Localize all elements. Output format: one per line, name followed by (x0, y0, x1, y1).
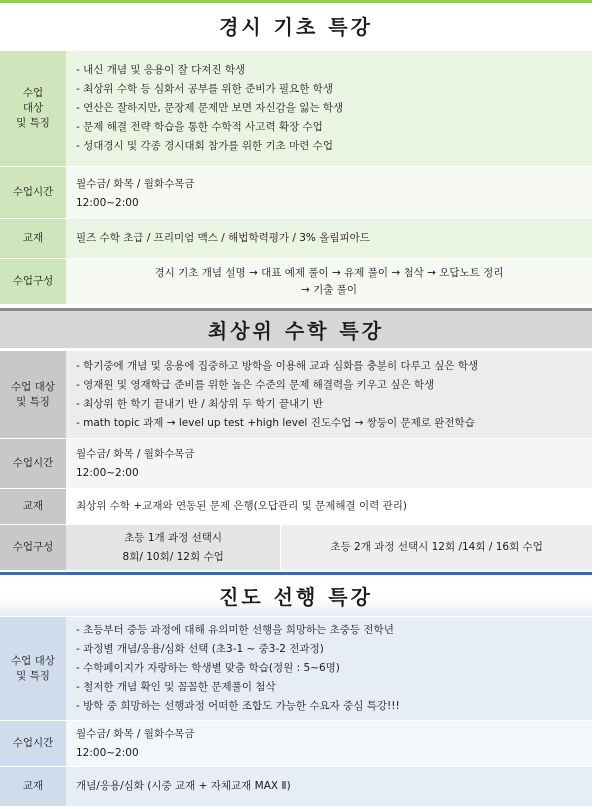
s2-struct-left2: 8회/ 10회/ 12회 수업 (122, 550, 224, 563)
s2-target-label: 수업 대상 및 특징 (0, 351, 66, 438)
s2-time-days: 월수금/ 화목 / 월화수목금 (76, 448, 195, 460)
s1-time-label: 수업시간 (0, 167, 66, 218)
list-item: - 철저한 개념 확인 및 꼼꼼한 문제풀이 첨삭 (76, 681, 276, 693)
s2-book-content: 최상위 수학 +교재와 연동된 문제 은행(오답관리 및 문제해결 이력 관리) (66, 489, 592, 524)
list-item: - 최상위 수학 등 심화서 공부를 위한 준비가 필요한 학생 (76, 83, 333, 95)
s2-struct-option-two: 초등 2개 과정 선택시 12회 /14회 / 16회 수업 (280, 525, 592, 570)
section-title-top-math: 최상위 수학 특강 (0, 308, 592, 348)
s2-time-hours: 12:00~2:00 (76, 467, 139, 479)
s3-time-content (66, 721, 592, 766)
section-title-competition-basics: 경시 기초 특강 (0, 0, 592, 48)
s3-target-content (66, 617, 592, 720)
s2-struct-left1: 초등 1개 과정 선택시 (124, 531, 223, 544)
s1-struct-line1: 경시 기초 개념 설명 → 대표 예제 풀이 → 유제 풀이 → 첨삭 → 오답노트 정리 (154, 266, 504, 279)
s1-book-label: 교재 (0, 219, 66, 258)
s2-time-label: 수업시간 (0, 439, 66, 488)
list-item: - 내신 개념 및 응용이 잘 다져진 학생 (76, 64, 246, 76)
s3-target-list (76, 621, 582, 716)
s3-time-hours: 12:00~2:00 (76, 747, 139, 759)
s3-target-row (0, 616, 592, 720)
s3-book-content: 개념/응용/심화 (시중 교재 + 자체교재 MAX Ⅱ) (66, 767, 592, 806)
s1-target-row (0, 50, 592, 166)
list-item: - 성대경시 및 각종 경시대회 참가를 위한 기초 마련 수업 (76, 140, 333, 152)
list-item: - math topic 과제 → level up test +high level 진도수업 → 쌍둥이 문제로 완전학습 (76, 417, 475, 429)
s2-struct-row (0, 524, 592, 570)
list-item: - 학기중에 개념 및 응용에 집중하고 방학을 이용해 교과 심화를 충분히 다루고 싶은 학생 (76, 360, 479, 372)
s1-time-days: 월수금/ 화목 / 월화수목금 (76, 178, 195, 190)
s1-book-row (0, 218, 592, 258)
s1-target-label: 수업 대상 및 특징 (0, 51, 66, 166)
s2-book-label: 교재 (0, 489, 66, 524)
s2-struct-split (66, 525, 592, 570)
s1-time-hours: 12:00~2:00 (76, 197, 139, 209)
list-item: - 문제 해결 전략 학습을 통한 수학적 사고력 확장 수업 (76, 121, 323, 133)
list-item: - 최상위 한 학기 끝내기 반 / 최상위 두 학기 끝내기 반 (76, 398, 323, 410)
list-item: - 방학 중 희망하는 선행과정 어떠한 조합도 가능한 수요자 중심 특강!!! (76, 700, 400, 712)
s2-book-row (0, 488, 592, 524)
list-item: - 연산은 잘하지만, 문장제 문제만 보면 자신감을 잃는 학생 (76, 102, 344, 114)
s2-struct-label: 수업구성 (0, 525, 66, 570)
s3-time-days: 월수금/ 화목 / 월화수목금 (76, 728, 195, 740)
s3-book-row (0, 766, 592, 806)
s2-target-row (0, 350, 592, 438)
s3-book-label: 교재 (0, 767, 66, 806)
s2-target-list (76, 357, 582, 433)
section-title-advance-course: 진도 선행 특강 (0, 572, 592, 616)
s1-target-content (66, 51, 592, 166)
s1-book-content: 필즈 수학 초급 / 프리미엄 맥스 / 해법학력평가 / 3% 올림피아드 (66, 219, 592, 258)
s1-time-content (66, 167, 592, 218)
list-item: - 영재원 및 영재학급 준비를 위한 높은 수준의 문제 해결력을 키우고 싶은 학생 (76, 379, 435, 391)
s2-target-content (66, 351, 592, 438)
s2-time-content (66, 439, 592, 488)
s3-target-label: 수업 대상 및 특징 (0, 617, 66, 720)
list-item: - 수학페이지가 자랑하는 학생별 맞춤 학습(정원 : 5~6명) (76, 662, 340, 674)
s1-struct-line2: → 기출 풀이 (300, 283, 358, 296)
s1-struct-row (0, 258, 592, 304)
s1-time-row (0, 166, 592, 218)
s3-time-row (0, 720, 592, 766)
s1-struct-content (66, 259, 592, 304)
s2-time-row (0, 438, 592, 488)
s1-target-list (76, 61, 582, 156)
s2-struct-option-one (66, 525, 280, 570)
list-item: - 과정별 개념/응용/심화 선택 (초3-1 ~ 중3-2 전과정) (76, 643, 324, 655)
list-item: - 초등부터 중등 과정에 대해 유의미한 선행을 희망하는 초중등 전학년 (76, 624, 394, 636)
s3-time-label: 수업시간 (0, 721, 66, 766)
s1-struct-label: 수업구성 (0, 259, 66, 304)
